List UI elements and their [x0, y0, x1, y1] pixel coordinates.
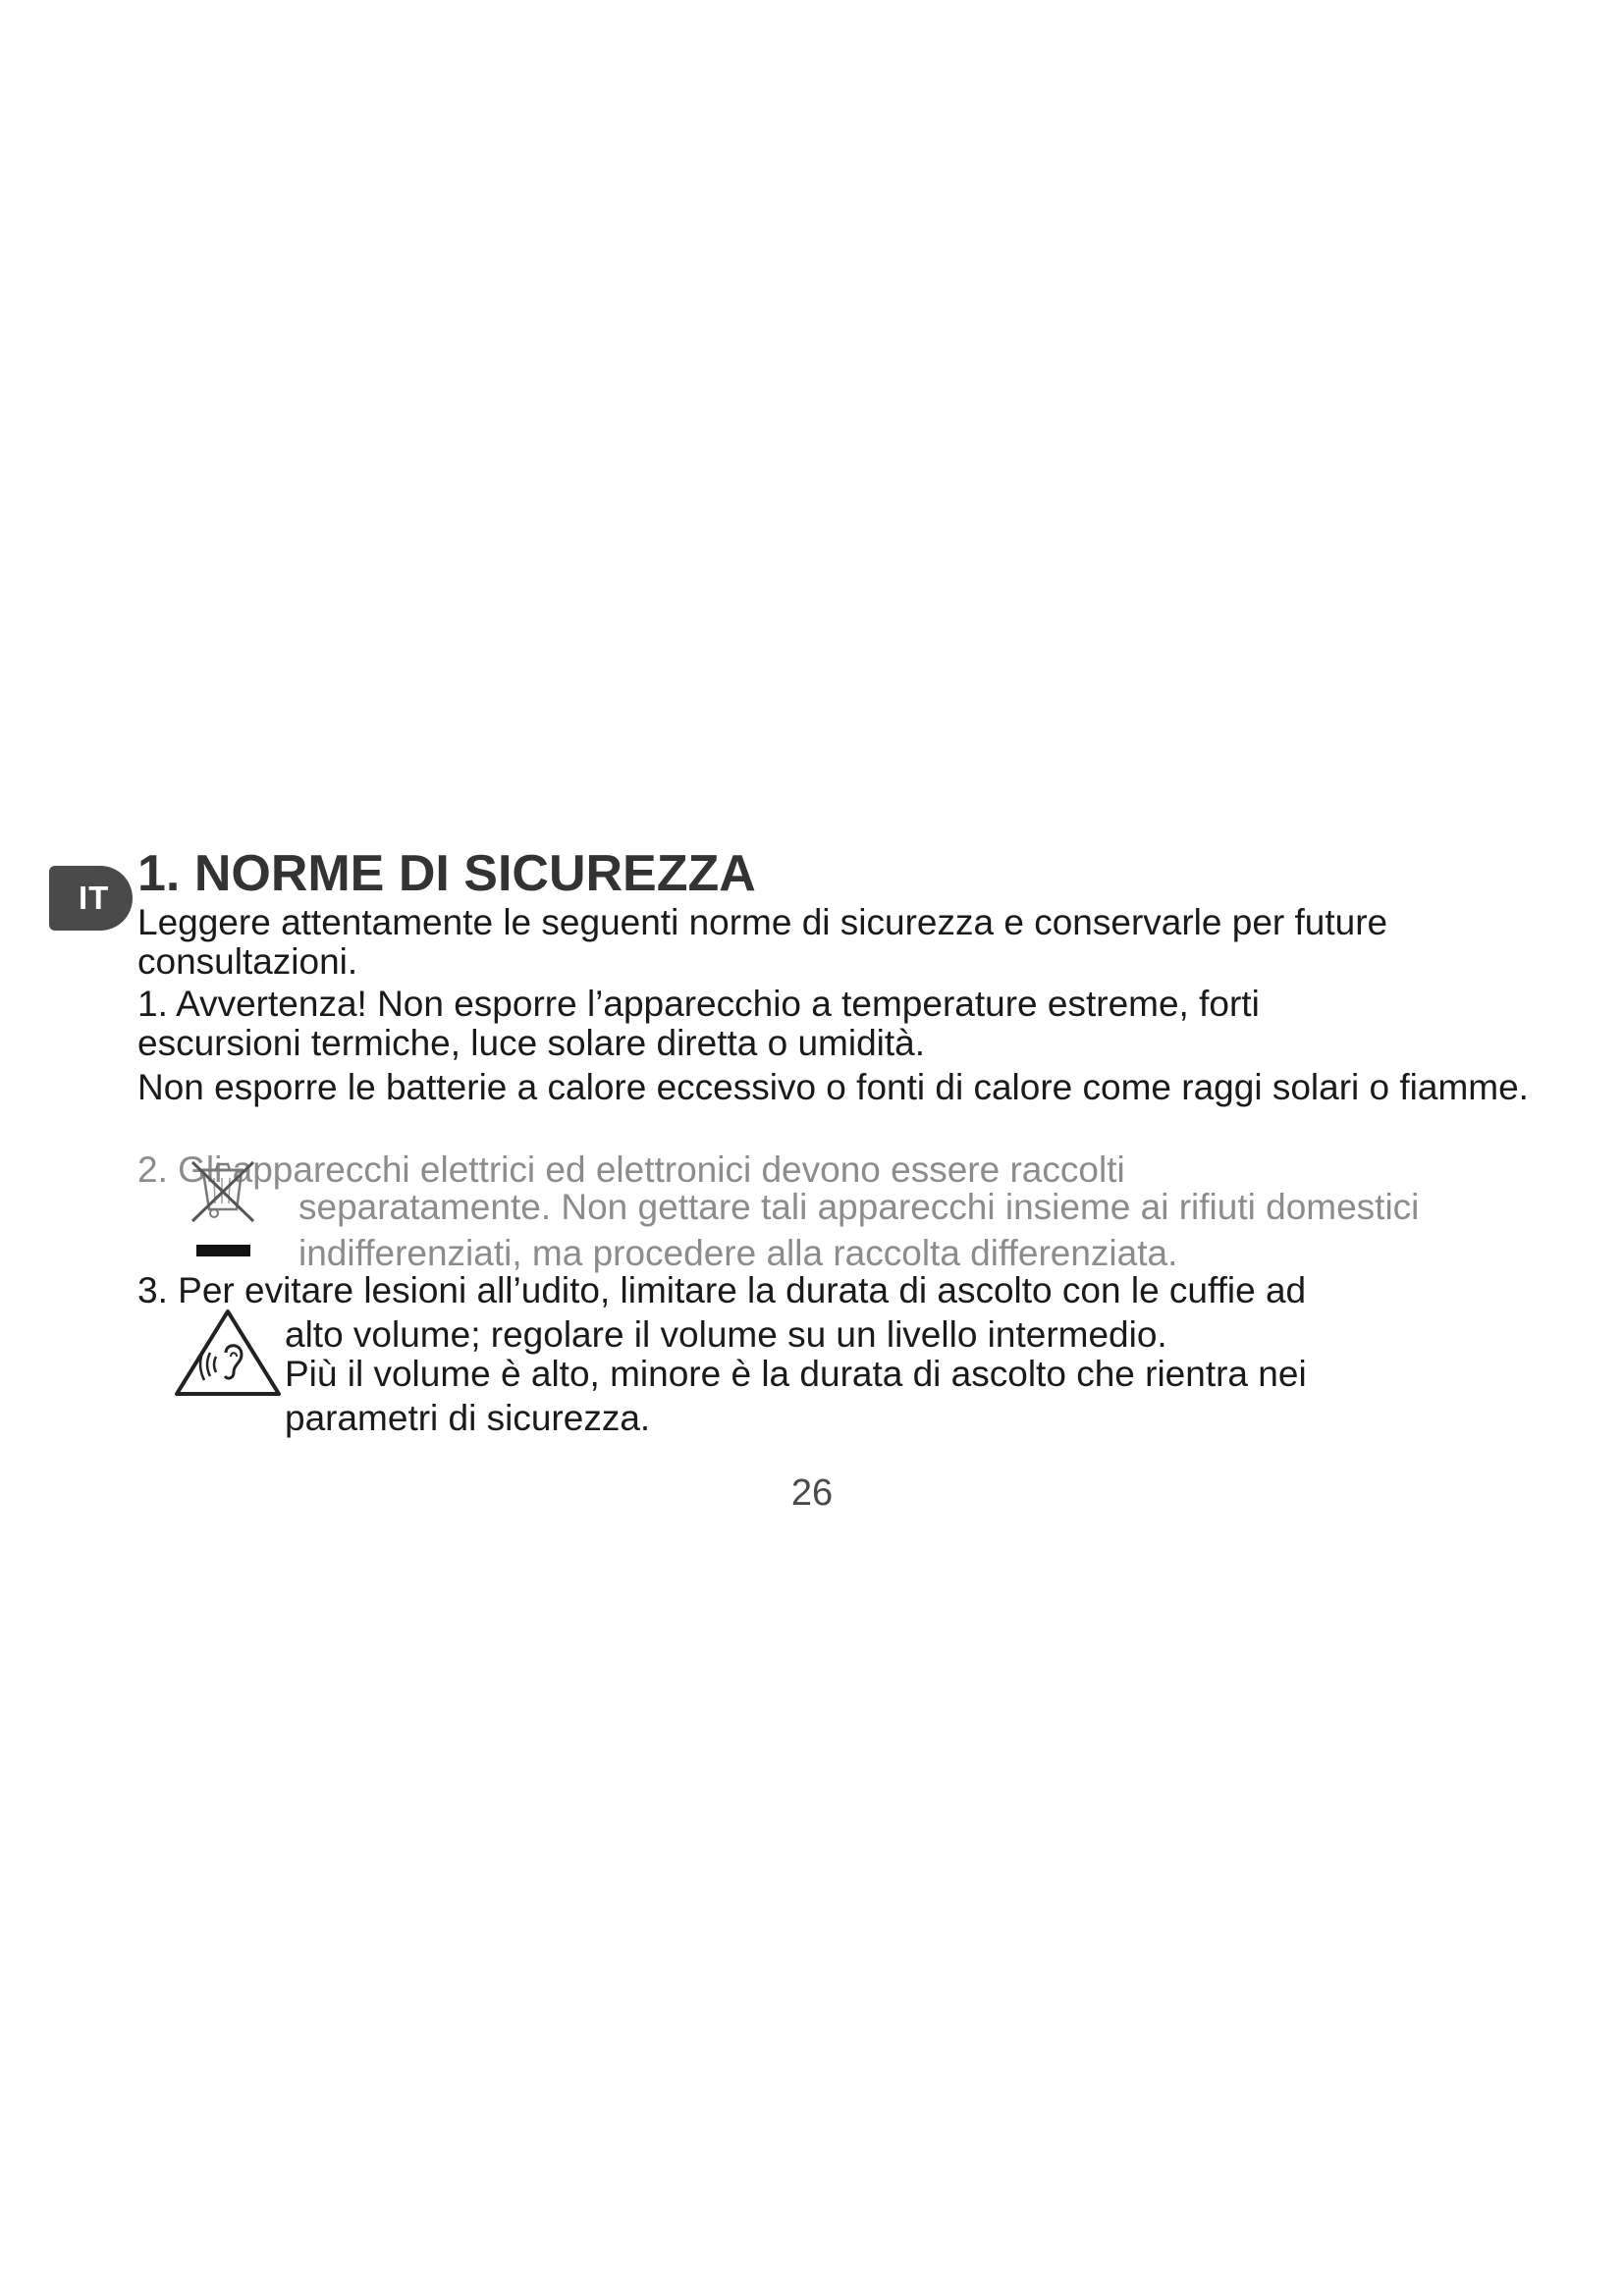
hearing-line-1: 3. Per evitare lesioni all’udito, limitare la durata di ascolto con le cuffie ad — [137, 1270, 1307, 1310]
hearing-line-2: alto volume; regolare il volume su un livello intermedio. — [285, 1314, 1167, 1355]
hearing-line-4: parametri di sicurezza. — [285, 1398, 651, 1438]
weee-line-2: separatamente. Non gettare tali apparecchi insieme ai rifiuti domestici — [298, 1187, 1420, 1227]
hearing-warning-icon — [171, 1306, 285, 1404]
warning-item-1: 1. Avvertenza! Non esporre l’apparecchio a temperature estreme, forti escursioni termiche, luce solare diretta o umidità. — [137, 984, 1260, 1063]
crossed-out-wheelie-bin-icon — [185, 1150, 263, 1258]
section-title: 1. NORME DI SICUREZZA — [137, 845, 756, 902]
warning-item-1-batteries: Non esporre le batterie a calore eccessivo o fonti di calore come raggi solari o fiamme. — [137, 1067, 1529, 1107]
weee-line-1: 2. Gli apparecchi elettrici ed elettronici devono essere raccolti — [137, 1149, 1125, 1190]
language-tab: IT — [49, 866, 133, 931]
page-number: 26 — [790, 1472, 834, 1514]
weee-line-3: indifferenziati, ma procedere alla raccolta differenziata. — [298, 1233, 1178, 1273]
hearing-line-3: Più il volume è alto, minore è la durata di ascolto che rientra nei — [285, 1354, 1307, 1394]
intro-paragraph: Leggere attentamente le seguenti norme di sicurezza e conservarle per future consultazioni. — [137, 902, 1388, 982]
